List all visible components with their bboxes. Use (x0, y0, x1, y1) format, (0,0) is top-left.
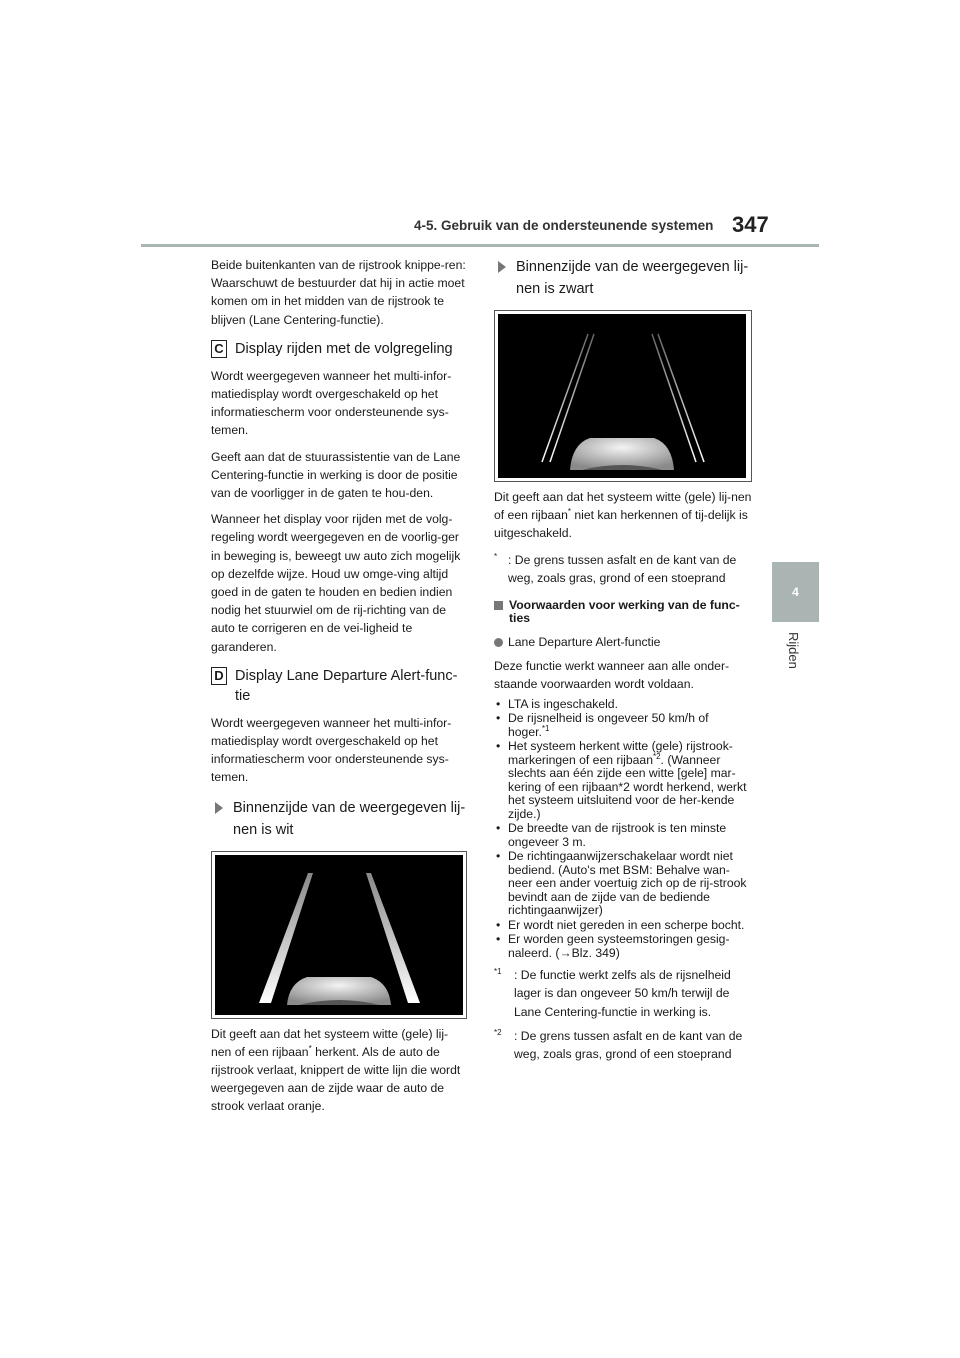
section-d-title: Display Lane Departure Alert-func-tie (235, 667, 458, 704)
white-lines-caption-a: Dit geeft aan dat het systeem witte (gele) lij-nen of een rijbaan (211, 1026, 449, 1059)
chapter-label: Rijden (786, 632, 801, 669)
list-item: • Het systeem herkent witte (gele) rijstrook-markeringen of een rijbaan$^{*2}$. (Wanneer slechts aan één zijde een witte [gele] mar-kering of een rijbaan*2 wordt herkend, werkt het systeem uitsluitend voor de her-kende zijde.) (496, 739, 747, 821)
white-lines-caption (211, 1025, 467, 1116)
star-footnote (494, 551, 752, 587)
footnote-1 (494, 966, 752, 1021)
conditions-title: Voorwaarden voor werking van de func-ties (509, 598, 740, 626)
lane-display-black-image (498, 314, 746, 478)
header-divider (141, 244, 819, 247)
chapter-tab (772, 562, 819, 622)
footnote-2-mark: *2 (494, 1027, 502, 1037)
section-c-title: Display rijden met de volgregeling (235, 340, 453, 357)
black-lines-heading (494, 256, 752, 300)
list-item: • Er worden geen systeemstoringen gesig-naleerd. (→Blz. 349) (496, 932, 730, 960)
star-footnote-text: : De grens tussen asfalt en de kant van de weg, zoals gras, grond of een stoeprand (508, 552, 737, 585)
page-number: 347 (732, 212, 769, 237)
list-item: • De rijsnelheid is ongeveer 50 km/h of hoger.$^{*1}$ (496, 711, 709, 739)
function-item (494, 633, 752, 651)
list-item: • De richtingaanwijzerschakelaar wordt niet bediend. (Auto's met BSM: Behalve wan-neer een ander voertuig zich op de rij-strook bevindt aan de zijde van de bediende richtingaanwijzer) (496, 849, 747, 918)
white-lines-heading (211, 797, 467, 841)
footnote-1-text: : De functie werkt zelfs als de rijsnelheid lager is dan ongeveer 50 km/h terwijl de Lane Centering-functie in werking is. (514, 968, 731, 1019)
square-bullet-icon (494, 601, 503, 610)
section-d-paragraph: Wordt weergegeven wanneer het multi-infor-matiedisplay wordt overgeschakeld op het informatiescherm voor ondersteunende sys-temen. (211, 715, 452, 785)
black-lines-illustration (494, 310, 752, 482)
circle-bullet-icon (494, 638, 503, 647)
right-column (494, 256, 752, 1067)
footnote-2-text: : De grens tussen asfalt en de kant van de weg, zoals gras, grond of een stoeprand (514, 1028, 743, 1061)
section-c-paragraph-1: Wordt weergegeven wanneer het multi-infor-matiedisplay wordt overgeschakeld op het informatiescherm voor ondersteunende sys-temen. (211, 368, 452, 438)
section-letter-d: D (211, 667, 227, 685)
function-item-label: Lane Departure Alert-functie (508, 635, 661, 650)
white-lines-caption-b: herkent. Als de auto de rijstrook verlaat, knippert de witte lijn die wordt weergegeven aan de zijde waar de auto de strook verlaat oranje. (211, 1044, 461, 1114)
list-item: • De breedte van de rijstrook is ten minste ongeveer 3 m. (496, 821, 727, 849)
section-d-heading (211, 666, 467, 706)
conditions-heading (494, 599, 752, 625)
star-footnote-mark: * (494, 551, 498, 561)
conditions-intro: Deze functie werkt wanneer aan alle onder-staande voorwaarden wordt voldaan. (494, 659, 730, 692)
section-letter-c: C (211, 340, 227, 358)
section-header-title: 4-5. Gebruik van de ondersteunende systemen (414, 218, 714, 233)
conditions-list (494, 698, 752, 961)
black-lines-caption (494, 488, 752, 543)
left-column (211, 256, 467, 1124)
black-lines-caption-b: niet kan herkennen of tij-delijk is uitgeschakeld. (494, 508, 748, 541)
white-lines-title: Binnenzijde van de weergegeven lij-nen is wit (233, 799, 466, 838)
chapter-number: 4 (792, 585, 799, 599)
section-c-paragraph-3: Wanneer het display voor rijden met de volg-regeling wordt weergegeven en de voorlig-ger in beweging is, beweegt uw auto zich mogelijk op dezelfde wijze. Houd uw omge-ving altijd goed in de gaten te houden en bedien indien nodig het stuurwiel om de rij-richting van de auto te corrigeren en de vei-ligheid te garanderen. (211, 512, 461, 654)
list-item: • LTA is ingeschakeld. (496, 696, 618, 711)
footnote-star: * (308, 1043, 312, 1053)
section-c-heading (211, 339, 467, 359)
list-item: • Er wordt niet gereden in een scherpe bocht. (496, 917, 745, 932)
black-lines-caption-a: Dit geeft aan dat het systeem witte (gele) lij-nen of een rijbaan (494, 490, 752, 523)
footnote-2 (494, 1027, 752, 1063)
black-lines-title: Binnenzijde van de weergegeven lij-nen is zwart (516, 259, 749, 297)
footnote-1-mark: *1 (494, 967, 502, 977)
section-c-paragraph-2: Geeft aan dat de stuurassistentie van de Lane Centering-functie in werking is door de positie van de voorligger in de gaten te hou-den. (211, 449, 461, 501)
intro-paragraph: Beide buitenkanten van de rijstrook knippe-ren: Waarschuwt de bestuurder dat hij in actie moet komen om in het midden van de rijstrook te blijven (Lane Centering-functie). (211, 258, 466, 327)
lane-display-white-image (215, 855, 463, 1015)
triangle-bullet-icon (215, 802, 223, 814)
white-lines-illustration (211, 851, 467, 1019)
triangle-bullet-icon (498, 261, 506, 273)
footnote-star: * (567, 507, 571, 517)
